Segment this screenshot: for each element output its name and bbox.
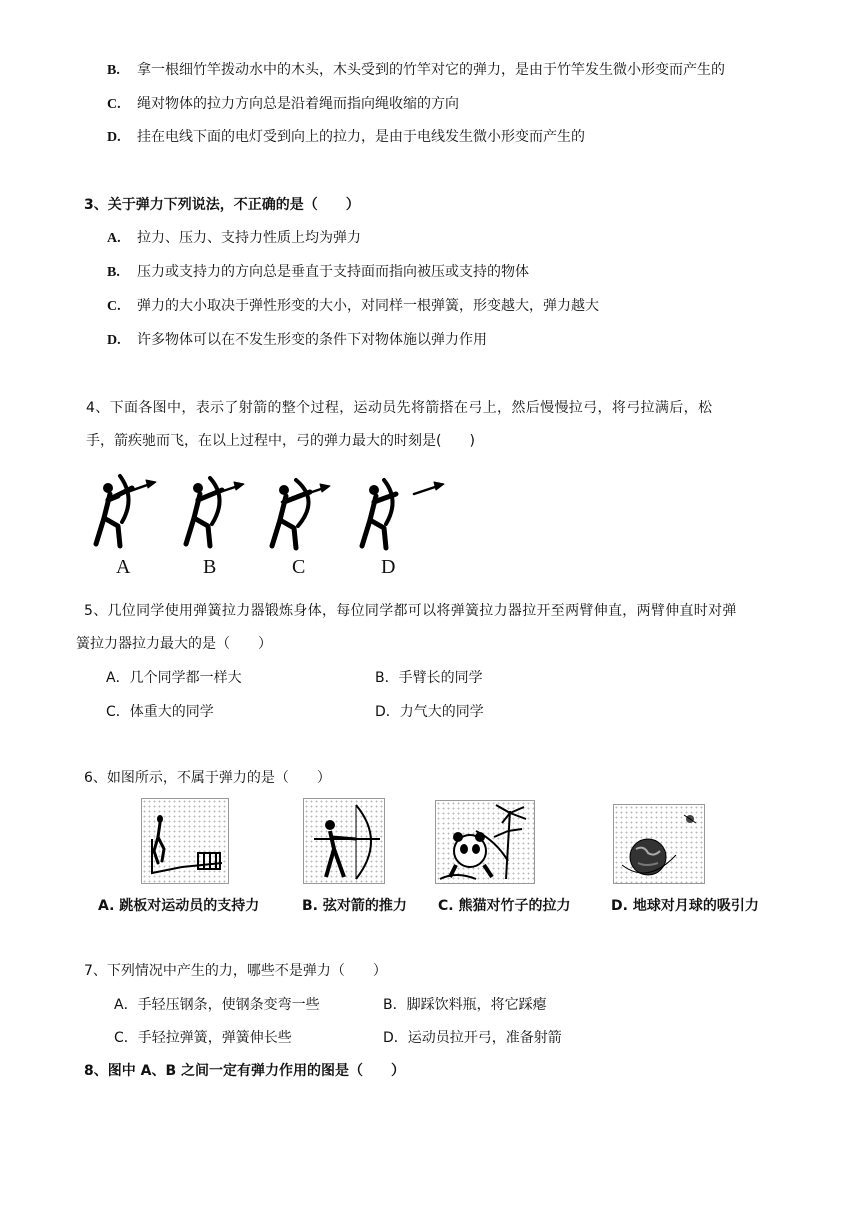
q6-image-d-earth-moon bbox=[613, 804, 705, 884]
q6-image-c-panda-bamboo bbox=[435, 800, 535, 884]
q7-option-a: A．手轻压钢条，使钢条变弯一些 bbox=[114, 997, 320, 1013]
q8-stem: 8、图中 A、B 之间一定有弹力作用的图是（ ） bbox=[84, 1063, 405, 1079]
archer-d bbox=[362, 480, 444, 548]
q7-option-b: B．脚踩饮料瓶，将它踩瘪 bbox=[383, 997, 547, 1013]
archer-a bbox=[96, 476, 156, 546]
bow-and-arrow-icon bbox=[304, 799, 384, 883]
q2-option-d: D. 挂在电线下面的电灯受到向上的拉力，是由于电线发生微小形变而产生的 bbox=[107, 129, 585, 145]
q5-option-a: A．几个同学都一样大 bbox=[106, 670, 242, 686]
archer-b bbox=[186, 478, 244, 546]
archery-label-b: B bbox=[203, 556, 217, 578]
q3-option-c: C. 弹力的大小取决于弹性形变的大小，对同样一根弹簧，形变越大，弹力越大 bbox=[107, 298, 599, 314]
q6-image-a-diving-board bbox=[141, 798, 229, 884]
q6-caption-b: B. 弦对箭的推力 bbox=[302, 898, 407, 914]
q3-option-d: D. 许多物体可以在不发生形变的条件下对物体施以弹力作用 bbox=[107, 332, 487, 348]
q3-option-b: B. 压力或支持力的方向总是垂直于支持面而指向被压或支持的物体 bbox=[107, 264, 529, 280]
q5-option-d: D．力气大的同学 bbox=[375, 704, 484, 720]
archery-label-a: A bbox=[116, 556, 131, 578]
q3-option-a: A. 拉力、压力、支持力性质上均为弹力 bbox=[107, 230, 361, 246]
archery-label-d: D bbox=[381, 556, 396, 578]
q2-option-b: B. 拿一根细竹竿拨动水中的木头，木头受到的竹竿对它的弹力，是由于竹竿发生微小形变而产生的 bbox=[107, 62, 725, 78]
q6-caption-a: A. 跳板对运动员的支持力 bbox=[98, 898, 260, 914]
panda-bamboo-icon bbox=[436, 801, 534, 883]
q6-caption-c: C. 熊猫对竹子的拉力 bbox=[438, 898, 571, 914]
q5-option-b: B．手臂长的同学 bbox=[375, 670, 483, 686]
q5-option-c: C．体重大的同学 bbox=[106, 704, 214, 720]
q7-option-c: C．手轻拉弹簧，弹簧伸长些 bbox=[114, 1030, 292, 1046]
q5-stem-line1: 5、几位同学使用弹簧拉力器锻炼身体，每位同学都可以将弹簧拉力器拉开至两臂伸直，两臂伸直时对弹 bbox=[84, 603, 737, 619]
q4-stem-line1: 4、下面各图中，表示了射箭的整个过程，运动员先将箭搭在弓上，然后慢慢拉弓，将弓拉满后，松 bbox=[86, 400, 713, 416]
q5-stem-line2: 簧拉力器拉力最大的是（ ） bbox=[76, 636, 272, 652]
earth-moon-icon bbox=[614, 805, 704, 883]
q2-option-c: C. 绳对物体的拉力方向总是沿着绳而指向绳收缩的方向 bbox=[107, 96, 459, 112]
q6-stem: 6、如图所示，不属于弹力的是（ ） bbox=[84, 770, 331, 786]
q3-stem: 3、关于弹力下列说法，不正确的是（ ） bbox=[84, 197, 360, 213]
q6-image-b-archer bbox=[303, 798, 385, 884]
q6-caption-d: D. 地球对月球的吸引力 bbox=[611, 898, 759, 914]
q4-stem-line2: 手，箭疾驰而飞，在以上过程中，弓的弹力最大的时刻是( ) bbox=[86, 433, 475, 449]
q7-stem: 7、下列情况中产生的力，哪些不是弹力（ ） bbox=[84, 963, 387, 979]
archer-c bbox=[272, 480, 330, 548]
q7-option-d: D．运动员拉开弓，准备射箭 bbox=[383, 1030, 562, 1046]
diver-icon bbox=[142, 799, 228, 883]
archery-label-c: C bbox=[292, 556, 306, 578]
